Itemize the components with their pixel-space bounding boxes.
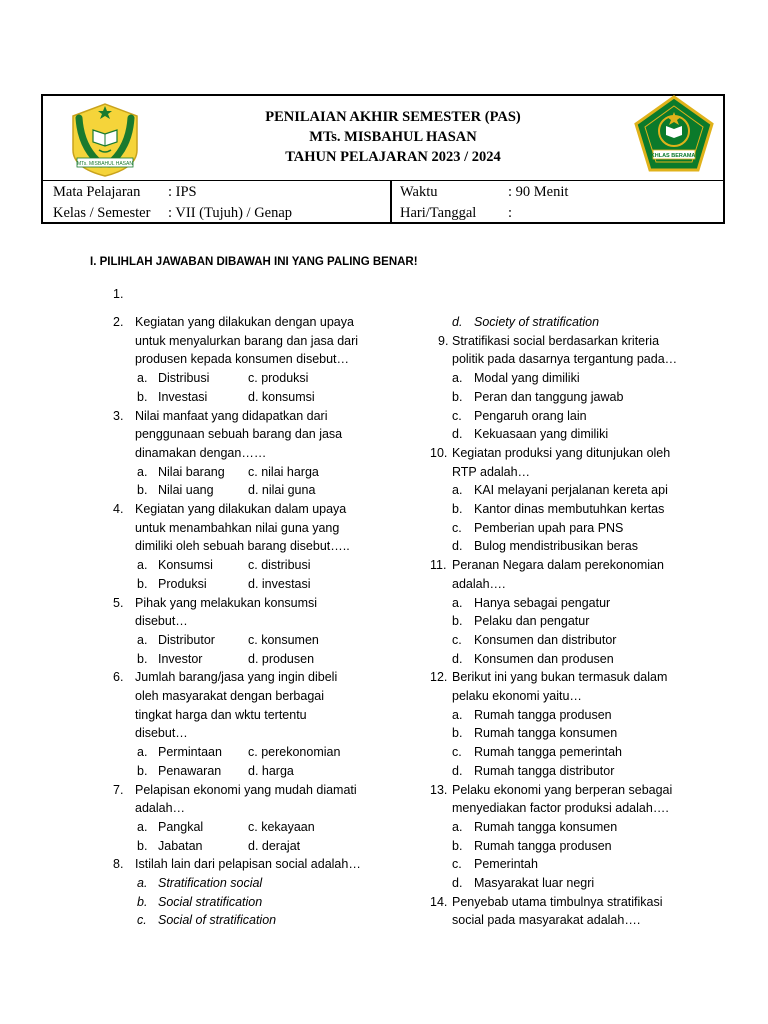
question-text: disebut… xyxy=(135,726,188,741)
question-text: Stratifikasi social berdasarkan kriteria xyxy=(452,333,660,348)
option-text: Kekuasaan yang dimiliki xyxy=(474,427,609,442)
option-letter: d. xyxy=(452,315,463,329)
madrasah-logo xyxy=(65,98,145,183)
option-text: Society of stratification xyxy=(474,315,600,329)
option-text: Permintaan xyxy=(158,745,222,760)
option-letter: c. xyxy=(452,857,462,872)
option-text: Nilai barang xyxy=(158,464,225,479)
option-letter: a. xyxy=(452,819,463,834)
option-text: Rumah tangga konsumen xyxy=(474,726,618,741)
option-text: Pengaruh orang lain xyxy=(474,408,587,423)
question-text: adalah… xyxy=(135,801,186,816)
option-letter: b. xyxy=(137,483,148,498)
question-text: Peranan Negara dalam perekonomian xyxy=(452,558,664,573)
question-text: Pelaku ekonomi yang berperan sebagai xyxy=(452,782,673,797)
option-text: Rumah tangga konsumen xyxy=(474,819,618,834)
option-text-right: c. perekonomian xyxy=(248,745,341,760)
kelas-label: Kelas / Semester xyxy=(53,205,151,221)
option-letter: b. xyxy=(137,651,148,666)
question-text: dimiliki oleh sebuah barang disebut….. xyxy=(135,539,350,554)
option-text: Konsumen dan produsen xyxy=(474,651,614,666)
option-text-right: c. kekayaan xyxy=(248,819,315,834)
option-text-right: c. distribusi xyxy=(248,558,311,573)
question-text: untuk menyalurkan barang dan jasa dari xyxy=(135,333,359,348)
question-text: untuk menambahkan nilai guna yang xyxy=(135,520,340,535)
option-letter: a. xyxy=(137,745,148,760)
header-title-row xyxy=(43,96,723,181)
option-letter: a. xyxy=(137,876,148,890)
logo-left-caption: MTs. MISBAHUL HASAN xyxy=(77,161,133,167)
option-letter: a. xyxy=(137,632,148,647)
option-letter: c. xyxy=(452,745,462,760)
option-letter: b. xyxy=(452,614,463,629)
option-text: Distributor xyxy=(158,632,215,647)
question-text: RTP adalah… xyxy=(452,464,531,479)
question-number: 7. xyxy=(113,782,124,797)
option-letter: b. xyxy=(452,726,463,741)
question-number: 12. xyxy=(430,670,448,685)
question-text: Jumlah barang/jasa yang ingin dibeli xyxy=(135,670,338,685)
kemenag-logo xyxy=(633,95,715,182)
option-text: Pangkal xyxy=(158,819,204,834)
question-text: Pihak yang melakukan konsumsi xyxy=(135,595,318,610)
option-text: Nilai uang xyxy=(158,483,214,498)
question-text: Berikut ini yang bukan termasuk dalam xyxy=(452,670,668,685)
option-text: Pelaku dan pengatur xyxy=(474,614,590,629)
option-text-right: d. produsen xyxy=(248,651,315,666)
option-text: Jabatan xyxy=(158,838,203,853)
option-letter: b. xyxy=(137,838,148,853)
option-text: Rumah tangga pemerintah xyxy=(474,745,623,760)
option-letter: a. xyxy=(137,464,148,479)
option-text: Konsumsi xyxy=(158,558,213,573)
question-text: disebut… xyxy=(135,614,188,629)
question-text: menyediakan factor produksi adalah…. xyxy=(452,801,669,816)
question-text: politik pada dasarnya tergantung pada… xyxy=(452,352,678,367)
question-text: Istilah lain dari pelapisan social adalah… xyxy=(135,857,361,872)
option-letter: a. xyxy=(452,595,463,610)
option-text: Social stratification xyxy=(158,894,263,909)
title-line-3: TAHUN PELAJARAN 2023 / 2024 xyxy=(285,149,501,165)
option-text: Pemberian upah para PNS xyxy=(474,520,624,535)
option-text: Investor xyxy=(158,651,203,666)
option-letter: d. xyxy=(452,763,463,778)
question-number: 5. xyxy=(113,595,124,610)
option-text: Rumah tangga produsen xyxy=(474,707,612,722)
option-text: Produksi xyxy=(158,576,207,591)
option-letter: a. xyxy=(452,371,463,386)
question-text: oleh masyarakat dengan berbagai xyxy=(135,689,325,703)
option-letter: c. xyxy=(452,408,462,423)
option-letter: c. xyxy=(137,913,147,928)
section-title: I. PILIHLAH JAWABAN DIBAWAH INI YANG PALING BENAR! xyxy=(90,256,418,268)
question-text: Pelapisan ekonomi yang mudah diamati xyxy=(135,782,357,797)
question-text: tingkat harga dan wktu tertentu xyxy=(135,707,307,722)
hari-value: : xyxy=(508,205,513,221)
info-row-2 xyxy=(43,203,723,224)
option-letter: c. xyxy=(452,520,462,535)
option-letter: b. xyxy=(137,576,148,591)
option-letter: a. xyxy=(137,819,148,834)
option-text: Kantor dinas membutuhkan kertas xyxy=(474,502,665,516)
option-text: Penawaran xyxy=(158,763,222,778)
exam-header xyxy=(41,94,725,224)
question-number: 13. xyxy=(430,782,448,797)
option-letter: c. xyxy=(452,632,462,647)
title-line-1: PENILAIAN AKHIR SEMESTER (PAS) xyxy=(265,109,521,125)
option-text-right: c. nilai harga xyxy=(248,464,319,479)
question-text: social pada masyarakat adalah…. xyxy=(452,913,641,928)
option-text: Masyarakat luar negri xyxy=(474,876,595,890)
option-text: KAI melayani perjalanan kereta api xyxy=(474,483,668,498)
mata-pelajaran-value: : IPS xyxy=(168,184,197,200)
option-text: Modal yang dimiliki xyxy=(474,371,580,386)
option-text-right: d. investasi xyxy=(248,576,311,591)
option-letter: b. xyxy=(137,389,148,404)
question-number: 3. xyxy=(113,408,124,423)
question-number: 6. xyxy=(113,670,124,685)
exam-title xyxy=(193,107,593,167)
option-letter: d. xyxy=(452,539,463,554)
option-letter: d. xyxy=(452,651,463,666)
waktu-value: : 90 Menit xyxy=(508,184,569,200)
question-text: adalah…. xyxy=(452,576,506,591)
title-line-2: MTs. MISBAHUL HASAN xyxy=(309,129,477,145)
option-text: Investasi xyxy=(158,389,208,404)
option-letter: b. xyxy=(137,894,148,909)
option-text: Hanya sebagai pengatur xyxy=(474,595,611,610)
option-text: Peran dan tanggung jawab xyxy=(474,389,624,404)
question-text: Kegiatan yang dilakukan dalam upaya xyxy=(135,502,347,516)
mata-pelajaran-label: Mata Pelajaran xyxy=(53,184,141,200)
logo-right-caption: IKHLAS BERAMAL xyxy=(649,153,699,159)
hari-label: Hari/Tanggal xyxy=(400,205,477,221)
option-text: Pemerintah xyxy=(474,857,538,872)
option-letter: d. xyxy=(452,427,463,442)
question-text: Nilai manfaat yang didapatkan dari xyxy=(135,408,328,423)
option-letter: a. xyxy=(137,371,148,386)
option-text: Distribusi xyxy=(158,371,210,386)
info-row-1 xyxy=(43,182,723,203)
option-text: Rumah tangga distributor xyxy=(474,763,615,778)
option-text: Bulog mendistribusikan beras xyxy=(474,539,638,554)
option-letter: a. xyxy=(452,707,463,722)
question-number: 8. xyxy=(113,857,124,872)
option-text-right: c. konsumen xyxy=(248,632,319,647)
option-letter: d. xyxy=(452,876,463,890)
waktu-label: Waktu xyxy=(400,184,438,200)
question-number: 4. xyxy=(113,502,124,516)
option-text: Konsumen dan distributor xyxy=(474,632,617,647)
question-text: Kegiatan produksi yang ditunjukan oleh xyxy=(452,445,671,460)
option-text: Stratification social xyxy=(158,876,263,890)
option-text-right: d. harga xyxy=(248,763,294,778)
option-letter: b. xyxy=(452,389,463,404)
question-number: 9. xyxy=(438,333,449,348)
option-text-right: d. derajat xyxy=(248,838,301,853)
question-text: Kegiatan yang dilakukan dengan upaya xyxy=(135,315,354,329)
option-text-right: d. konsumsi xyxy=(248,389,315,404)
question-text: penggunaan sebuah barang dan jasa xyxy=(135,427,343,442)
question-number: 2. xyxy=(113,315,124,329)
option-letter: b. xyxy=(452,838,463,853)
option-text-right: c. produksi xyxy=(248,371,309,386)
question-text: Penyebab utama timbulnya stratifikasi xyxy=(452,894,663,909)
option-letter: b. xyxy=(137,763,148,778)
question-text: dinamakan dengan…… xyxy=(135,445,267,460)
option-text: Rumah tangga produsen xyxy=(474,838,612,853)
option-letter: b. xyxy=(452,502,463,516)
question-text: pelaku ekonomi yaitu… xyxy=(452,689,582,703)
question-number: 1. xyxy=(113,287,124,301)
question-number: 11. xyxy=(430,558,447,573)
question-number: 10. xyxy=(430,445,448,460)
question-text: produsen kepada konsumen disebut… xyxy=(135,352,350,367)
option-text: Social of stratification xyxy=(158,913,277,928)
question-number: 14. xyxy=(430,894,448,909)
option-letter: a. xyxy=(137,558,148,573)
option-text-right: d. nilai guna xyxy=(248,483,316,498)
option-letter: a. xyxy=(452,483,463,498)
kelas-value: : VII (Tujuh) / Genap xyxy=(168,205,293,221)
